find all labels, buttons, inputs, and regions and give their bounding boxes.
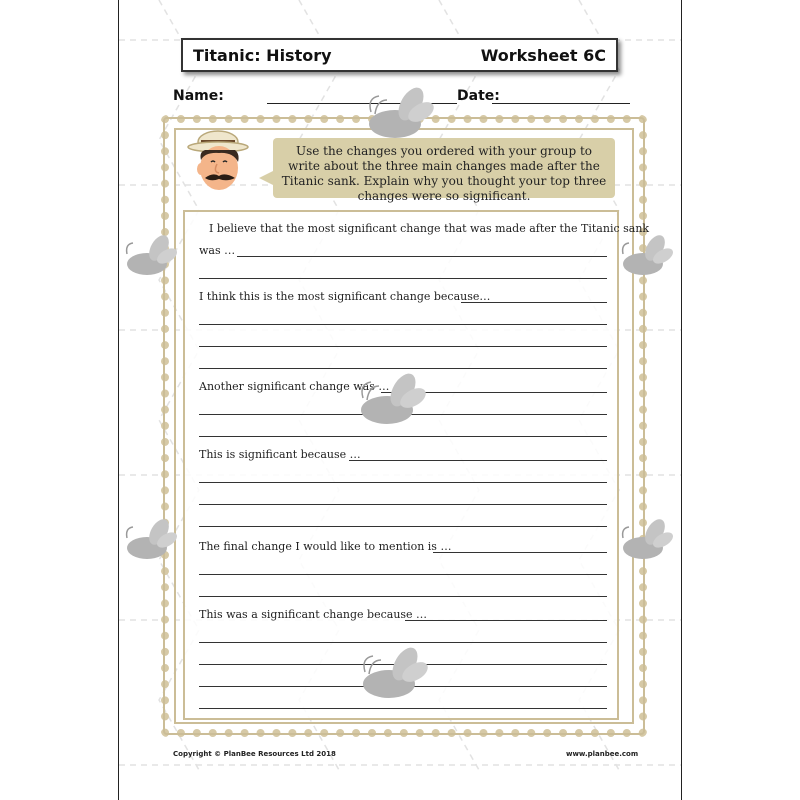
bee-icon	[353, 644, 433, 704]
writing-line[interactable]	[461, 302, 607, 303]
writing-line[interactable]	[199, 504, 607, 505]
prompt-this-is-significant: This is significant because …	[199, 448, 361, 461]
bee-icon	[359, 84, 439, 144]
writing-line[interactable]	[199, 574, 607, 575]
prompt-was: was …	[199, 244, 236, 257]
bee-icon	[119, 518, 179, 564]
bee-icon	[351, 370, 431, 430]
writing-line[interactable]	[405, 620, 607, 621]
bee-icon	[119, 234, 179, 280]
instruction-bubble: Use the changes you ordered with your group to write about the three main changes made after the Titanic sank. Explain why you thought your top three changes were so significant.	[273, 138, 615, 198]
bee-icon	[615, 234, 675, 280]
name-label: Name:	[173, 88, 224, 104]
website-link[interactable]: www.planbee.com	[566, 750, 639, 758]
copyright-text: Copyright © PlanBee Resources Ltd 2018	[173, 750, 336, 758]
explorer-avatar-icon	[183, 126, 253, 198]
prompt-final-change: The final change I would like to mention is …	[199, 540, 452, 553]
writing-line[interactable]	[199, 324, 607, 325]
writing-line[interactable]	[199, 278, 607, 279]
writing-line[interactable]	[349, 460, 607, 461]
writing-line[interactable]	[199, 482, 607, 483]
writing-line[interactable]	[199, 596, 607, 597]
prompt-was-significant-because: This was a significant change because …	[199, 608, 428, 621]
prompt-most-significant-change: I believe that the most significant change that was made after the Titanic sank	[209, 222, 650, 235]
worksheet-number: Worksheet 6C	[480, 45, 606, 65]
writing-line[interactable]	[199, 708, 607, 709]
writing-line[interactable]	[237, 256, 607, 257]
worksheet-title: Titanic: History	[193, 45, 332, 65]
date-label: Date:	[457, 88, 500, 104]
date-field[interactable]	[492, 103, 630, 104]
writing-line[interactable]	[433, 552, 607, 553]
worksheet-header	[181, 38, 618, 72]
writing-line[interactable]	[199, 526, 607, 527]
prompt-another-change: Another significant change was …	[199, 380, 390, 393]
prompt-why-most-significant: I think this is the most significant change because…	[199, 290, 491, 303]
bee-icon	[615, 518, 675, 564]
writing-line[interactable]	[199, 642, 607, 643]
writing-line[interactable]	[199, 368, 607, 369]
worksheet-page	[118, 0, 682, 800]
writing-line[interactable]	[199, 436, 607, 437]
writing-line[interactable]	[199, 346, 607, 347]
